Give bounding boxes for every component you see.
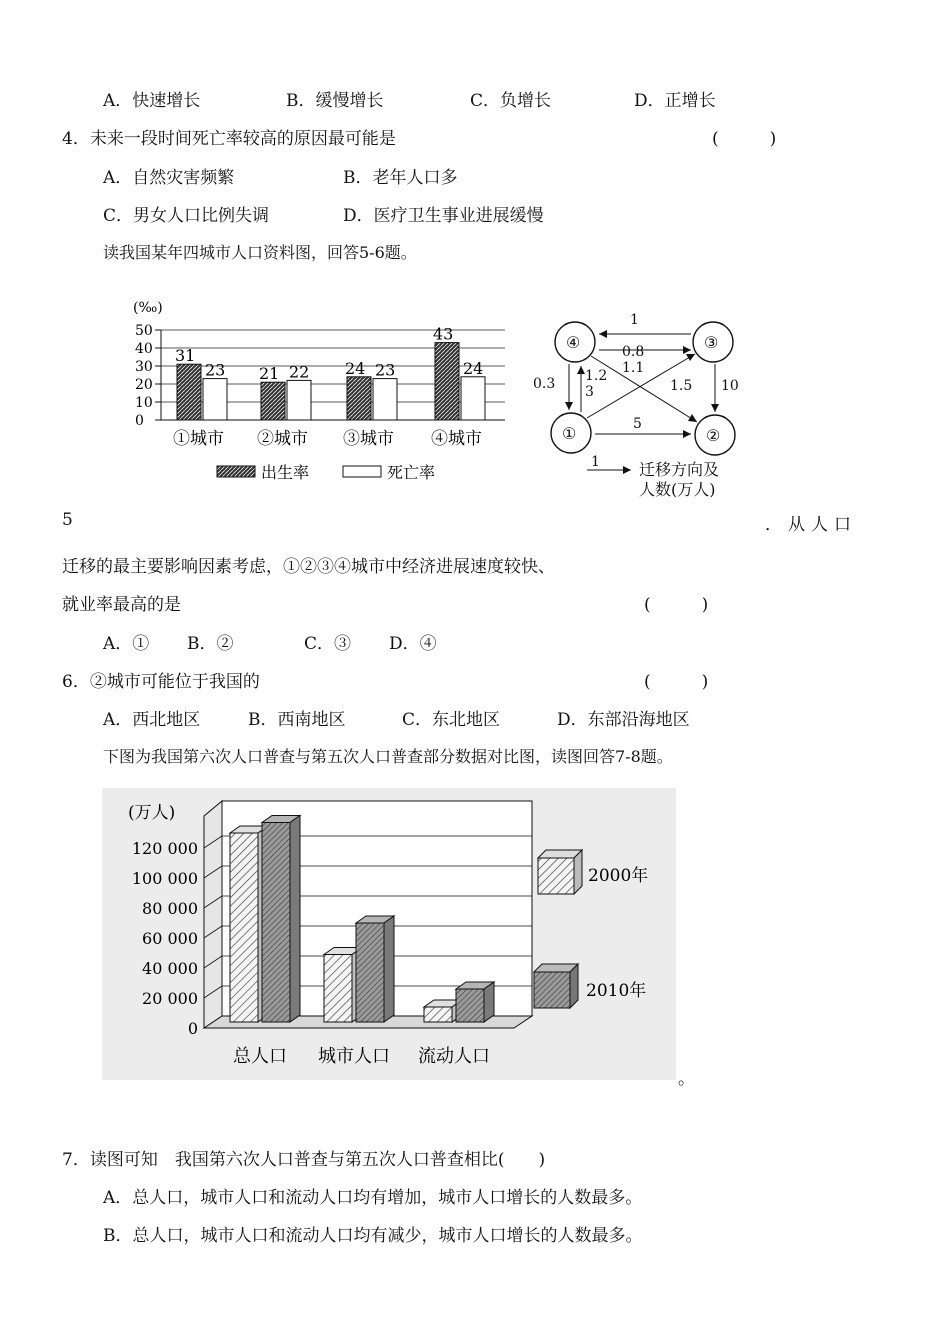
legend-death-label: 死亡率 xyxy=(387,463,436,482)
node-2-label: ② xyxy=(706,426,721,445)
fig2-category-label: 总人口 xyxy=(233,1046,287,1067)
intro-5-6: 读我国某年四城市人口资料图，回答5-6题。 xyxy=(103,243,417,262)
migration-diagram xyxy=(533,312,739,499)
fig1-ytick: 10 xyxy=(135,395,153,411)
q7-option-b: B．总人口，城市人口和流动人口均有减少，城市人口增长的人数最多。 xyxy=(103,1226,643,1246)
flow-cross-b: 1.5 xyxy=(670,378,693,394)
fig2-ytick: 20 000 xyxy=(142,989,198,1008)
fig1-ytick: 0 xyxy=(135,413,144,429)
bar-death-value: 24 xyxy=(463,358,484,378)
fig1-category-label: ①城市 xyxy=(173,429,224,449)
q6-option-c: C．东北地区 xyxy=(402,710,501,730)
q6-option-a: A．西北地区 xyxy=(103,710,201,730)
bar-2010 xyxy=(456,982,494,1022)
fig1-ytick: 30 xyxy=(135,359,153,375)
node-1-label: ① xyxy=(562,424,577,443)
q5-option-c: C．③ xyxy=(304,634,352,654)
q4-option-d: D．医疗卫生事业进展缓慢 xyxy=(343,206,544,226)
q7-option-a: A．总人口，城市人口和流动人口均有增加，城市人口增长的人数最多。 xyxy=(103,1188,643,1208)
bar-death-value: 23 xyxy=(375,360,396,380)
bar-birth-value: 21 xyxy=(259,364,280,384)
q3-option-d: D．正增长 xyxy=(634,91,716,111)
bar-birth-rate xyxy=(177,364,201,420)
bar-2010 xyxy=(356,916,394,1022)
bar-death-value: 23 xyxy=(205,360,226,380)
bar-birth-value: 43 xyxy=(433,324,454,344)
migration-legend-line2: 人数(万人) xyxy=(639,480,716,499)
node-3-label: ③ xyxy=(704,333,719,352)
fig1-ytick: 50 xyxy=(135,323,153,339)
flow-4-to-3: 0.8 xyxy=(622,344,645,360)
fig1-category-label: ③城市 xyxy=(343,429,394,449)
q5-stem-tail: ．从人口 xyxy=(765,515,857,535)
bar-birth-rate xyxy=(261,382,285,420)
q6-option-b: B．西南地区 xyxy=(248,710,346,730)
bar-death-rate xyxy=(461,377,485,420)
legend-2000-label: 2000年 xyxy=(588,866,649,886)
q3-option-c: C．负增长 xyxy=(470,91,552,111)
q4-option-b: B．老年人口多 xyxy=(343,168,458,188)
legend-birth-swatch xyxy=(217,466,255,477)
bar-2010 xyxy=(262,816,300,1023)
q4-stem: 4．未来一段时间死亡率较高的原因最可能是 xyxy=(62,129,396,149)
node-4-label: ④ xyxy=(566,333,581,352)
fig1-ytick: 40 xyxy=(135,341,153,357)
q5-option-b: B．② xyxy=(187,634,234,654)
flow-side: 0.3 xyxy=(533,376,556,392)
figure-census-comparison xyxy=(102,788,676,1080)
q6-answer-paren: ( ) xyxy=(644,672,709,692)
q5-option-d: D．④ xyxy=(389,634,437,654)
q4-option-a: A．自然灾害频繁 xyxy=(103,168,235,188)
legend-2010-label: 2010年 xyxy=(586,981,647,1001)
q5-answer-paren: ( ) xyxy=(644,595,709,615)
fig2-ytick: 120 000 xyxy=(131,839,198,858)
bar-birth-rate xyxy=(435,343,459,420)
q4-option-c: C．男女人口比例失调 xyxy=(103,206,270,226)
q5-stem-line3: 就业率最高的是 xyxy=(62,595,181,615)
fig2-ytick: 60 000 xyxy=(142,929,198,948)
fig2-category-label: 城市人口 xyxy=(318,1046,390,1067)
legend-death-swatch xyxy=(343,466,381,477)
bar-birth-value: 31 xyxy=(175,346,196,366)
q7-stem: 7．读图可知 我国第六次人口普查与第五次人口普查相比( ) xyxy=(62,1150,546,1170)
flow-4-to-1: 3 xyxy=(585,384,594,400)
fig2-unit: (万人) xyxy=(128,803,176,823)
fig1-category-label: ②城市 xyxy=(257,429,308,449)
bar-birth-value: 24 xyxy=(345,358,366,378)
migration-legend-sample: 1 xyxy=(591,454,600,470)
bar-death-rate xyxy=(287,380,311,420)
fig2-ytick: 40 000 xyxy=(142,959,198,978)
bar-death-rate xyxy=(203,379,227,420)
legend-birth-label: 出生率 xyxy=(261,463,310,482)
q3-option-b: B．缓慢增长 xyxy=(286,91,384,111)
fig2-trailing-period: 。 xyxy=(678,1069,695,1089)
intro-7-8: 下图为我国第六次人口普查与第五次人口普查部分数据对比图，读图回答7-8题。 xyxy=(103,747,673,766)
q5-number: 5 xyxy=(62,510,73,530)
q6-stem: 6．②城市可能位于我国的 xyxy=(62,672,260,692)
q5-stem-line2: 迁移的最主要影响因素考虑，①②③④城市中经济进展速度较快、 xyxy=(62,557,555,577)
flow-1-to-2: 5 xyxy=(633,416,642,432)
migration-legend-line1: 迁移方向及 xyxy=(639,460,720,479)
fig2-ytick: 0 xyxy=(187,1019,198,1038)
q4-answer-paren: ( ) xyxy=(712,129,777,149)
fig1-unit: (‰) xyxy=(133,300,163,316)
fig1-ytick: 20 xyxy=(135,377,153,393)
flow-1-to-4: 1.2 xyxy=(585,368,608,384)
q3-option-a: A．快速增长 xyxy=(103,91,201,111)
bar-death-value: 22 xyxy=(289,362,310,382)
figure-city-population xyxy=(125,290,745,502)
flow-3-to-4: 1 xyxy=(630,312,639,328)
bar-death-rate xyxy=(373,379,397,420)
flow-cross-a: 1.1 xyxy=(622,360,645,376)
flow-3-to-2: 10 xyxy=(721,378,739,394)
fig2-ytick: 100 000 xyxy=(131,869,198,888)
fig1-category-label: ④城市 xyxy=(431,429,482,449)
q5-option-a: A．① xyxy=(103,634,150,654)
q6-option-d: D．东部沿海地区 xyxy=(557,710,690,730)
fig2-ytick: 80 000 xyxy=(142,899,198,918)
bar-birth-rate xyxy=(347,377,371,420)
fig2-category-label: 流动人口 xyxy=(418,1046,490,1067)
